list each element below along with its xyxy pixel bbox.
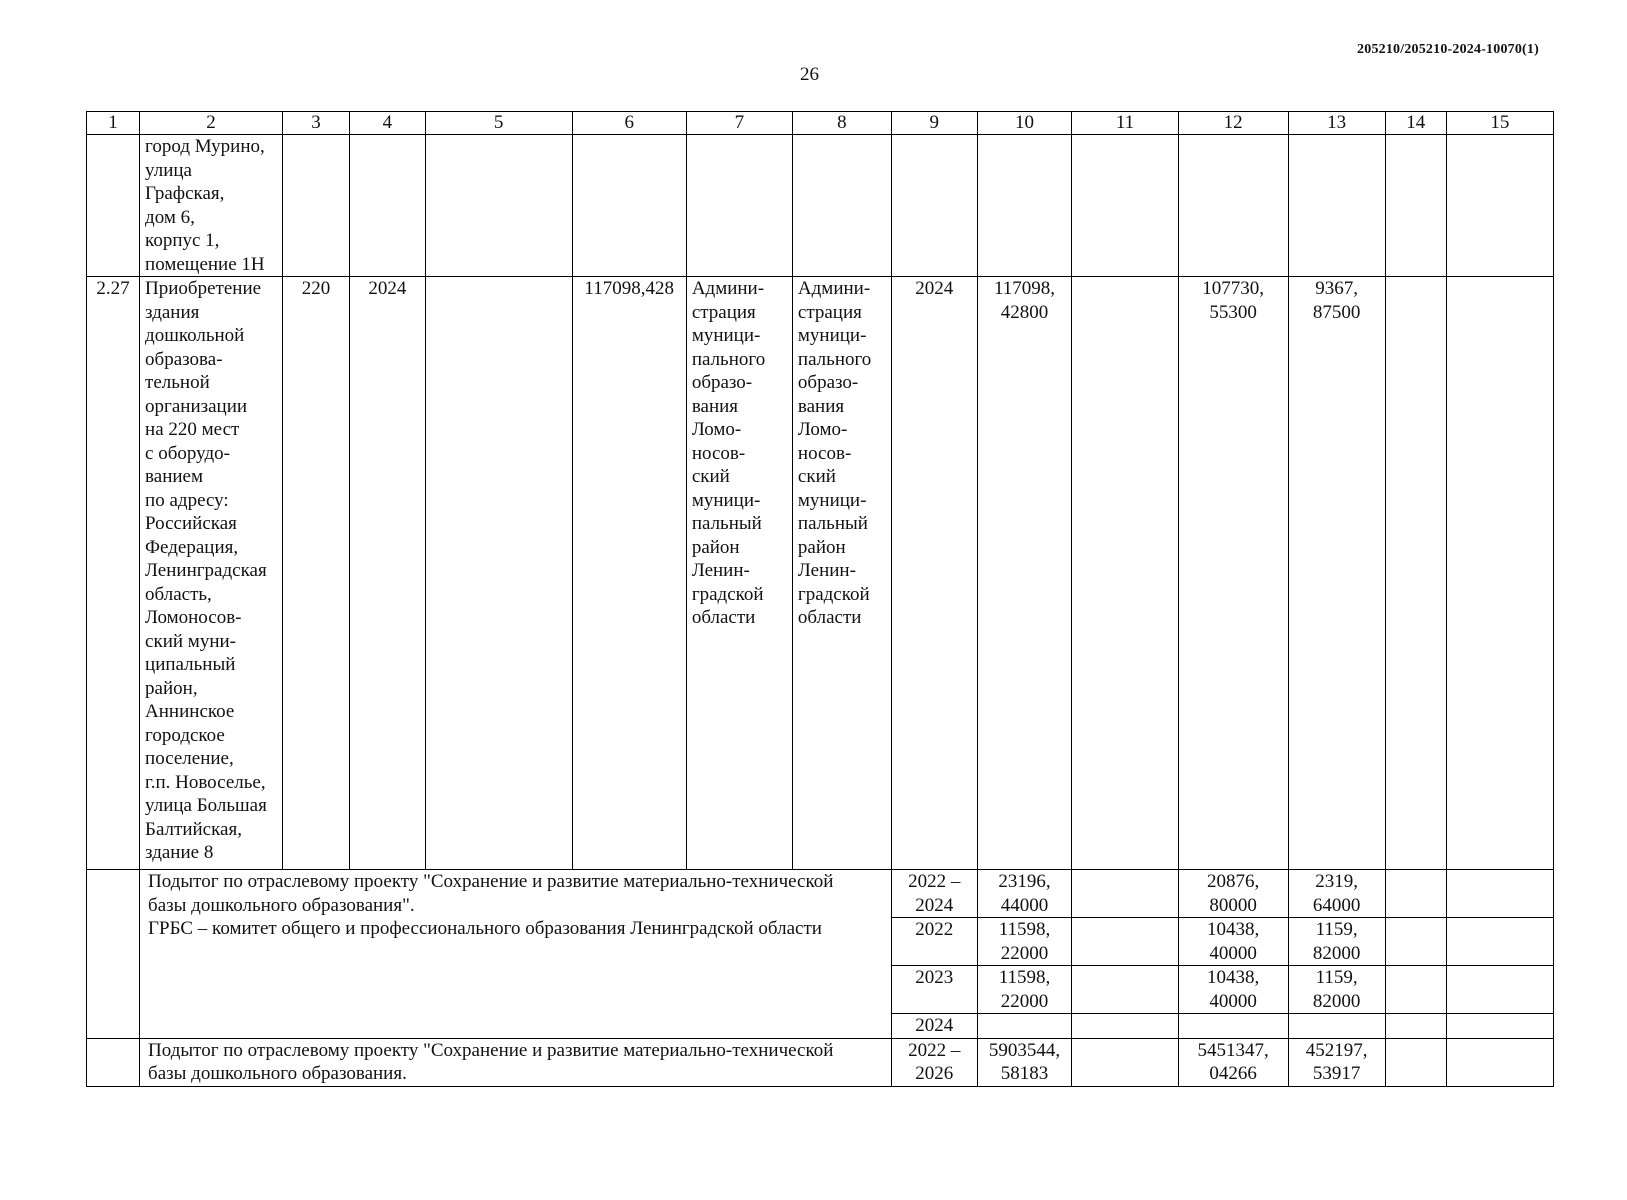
table-cell <box>1446 1014 1553 1039</box>
address-cell: город Мурино, улица Графская, дом 6, корпус 1, помещение 1Н <box>140 135 283 277</box>
regional-budget-cell: 20876, 80000 <box>1178 870 1288 918</box>
local-budget-cell: 9367, 87500 <box>1288 277 1385 870</box>
header-cell: 14 <box>1385 112 1446 135</box>
table-cell <box>1072 1038 1178 1086</box>
header-cell: 2 <box>140 112 283 135</box>
local-budget-cell: 1159, 82000 <box>1288 966 1385 1014</box>
header-cell: 4 <box>350 112 425 135</box>
table-cell <box>572 135 686 277</box>
header-cell: 7 <box>686 112 792 135</box>
table-cell <box>350 135 425 277</box>
header-cell: 1 <box>87 112 140 135</box>
table-cell <box>891 135 977 277</box>
table-cell <box>87 135 140 277</box>
header-cell: 12 <box>1178 112 1288 135</box>
cost-cell: 117098,428 <box>572 277 686 870</box>
table-cell <box>87 870 140 1039</box>
table-cell <box>1446 918 1553 966</box>
table-cell <box>1385 966 1446 1014</box>
period-cell: 2023 <box>891 966 977 1014</box>
header-cell: 5 <box>425 112 572 135</box>
total-amount-cell: 5903544, 58183 <box>977 1038 1072 1086</box>
document-id: 205210/205210-2024-10070(1) <box>1357 42 1539 57</box>
local-budget-cell: 1159, 82000 <box>1288 918 1385 966</box>
local-budget-cell <box>1288 1014 1385 1039</box>
table-cell <box>1178 135 1288 277</box>
table-cell <box>1446 1038 1553 1086</box>
regional-budget-cell: 10438, 40000 <box>1178 918 1288 966</box>
table-cell <box>1446 870 1553 918</box>
table-cell <box>1072 135 1178 277</box>
header-cell: 10 <box>977 112 1072 135</box>
table-cell <box>686 135 792 277</box>
grand-subtotal-row <box>87 1038 1554 1086</box>
table-cell <box>977 135 1072 277</box>
table-row-2-27 <box>87 277 1554 870</box>
regional-budget-cell: 107730, 55300 <box>1178 277 1288 870</box>
header-row <box>87 112 1554 135</box>
table-cell <box>1446 277 1553 870</box>
total-amount-cell <box>977 1014 1072 1039</box>
table-cell <box>1385 135 1446 277</box>
period-cell: 2022 – 2026 <box>891 1038 977 1086</box>
header-cell: 13 <box>1288 112 1385 135</box>
table-cell <box>1072 1014 1178 1039</box>
recipient-cell: Админи- страция муници- пального образо- вания Ломо- носов- ский муници- пальный район Ленин- градской области <box>792 277 891 870</box>
local-budget-cell: 452197, 53917 <box>1288 1038 1385 1086</box>
object-description: Приобретение здания дошкольной образова- тельной организации на 220 мест с оборудо- ванием по адресу: Российская Федерация, Ленинградская область, Ломоносов- ский муни- ципальный район, Аннинское городское поселение, г.п. Новоселье, улица Большая Балтийская, здание 8 <box>140 277 283 870</box>
table-cell <box>87 1038 140 1086</box>
period-cell: 2024 <box>891 1014 977 1039</box>
table-cell <box>1072 870 1178 918</box>
period-cell: 2024 <box>891 277 977 870</box>
page-number: 26 <box>800 64 819 85</box>
regional-budget-cell: 10438, 40000 <box>1178 966 1288 1014</box>
table-cell <box>792 135 891 277</box>
header-cell: 6 <box>572 112 686 135</box>
table-cell <box>425 135 572 277</box>
table-cell <box>1385 1014 1446 1039</box>
table-cell <box>1072 277 1178 870</box>
table-cell <box>282 135 349 277</box>
local-budget-cell: 2319, 64000 <box>1288 870 1385 918</box>
header-cell: 11 <box>1072 112 1178 135</box>
capacity-cell: 220 <box>282 277 349 870</box>
table-cell <box>1385 870 1446 918</box>
budget-table <box>86 111 1554 1087</box>
total-amount-cell: 11598, 22000 <box>977 918 1072 966</box>
table-cell <box>1446 966 1553 1014</box>
subtotal-label: Подытог по отраслевому проекту "Сохранение и развитие материально-технической базы дошкольного образования. <box>140 1038 892 1086</box>
period-cell: 2022 – 2024 <box>891 870 977 918</box>
table-row-continuation <box>87 135 1554 277</box>
total-amount-cell: 117098, 42800 <box>977 277 1072 870</box>
row-number: 2.27 <box>87 277 140 870</box>
regional-budget-cell: 5451347, 04266 <box>1178 1038 1288 1086</box>
table-cell <box>1385 918 1446 966</box>
header-cell: 15 <box>1446 112 1553 135</box>
year-cell: 2024 <box>350 277 425 870</box>
subtotal-row <box>87 870 1554 918</box>
customer-cell: Админи- страция муници- пального образо- вания Ломо- носов- ский муници- пальный район Ленин- градской области <box>686 277 792 870</box>
header-cell: 8 <box>792 112 891 135</box>
regional-budget-cell <box>1178 1014 1288 1039</box>
table-cell <box>425 277 572 870</box>
table-cell <box>1385 1038 1446 1086</box>
table-cell <box>1072 966 1178 1014</box>
table-cell <box>1385 277 1446 870</box>
total-amount-cell: 11598, 22000 <box>977 966 1072 1014</box>
header-cell: 3 <box>282 112 349 135</box>
table-cell <box>1288 135 1385 277</box>
table-cell <box>1072 918 1178 966</box>
period-cell: 2022 <box>891 918 977 966</box>
subtotal-label: Подытог по отраслевому проекту "Сохранение и развитие материально-технической базы дошкольного образования". ГРБС – комитет общего и профессионального образования Ленинградской области <box>140 870 892 1039</box>
total-amount-cell: 23196, 44000 <box>977 870 1072 918</box>
table-cell <box>1446 135 1553 277</box>
header-cell: 9 <box>891 112 977 135</box>
